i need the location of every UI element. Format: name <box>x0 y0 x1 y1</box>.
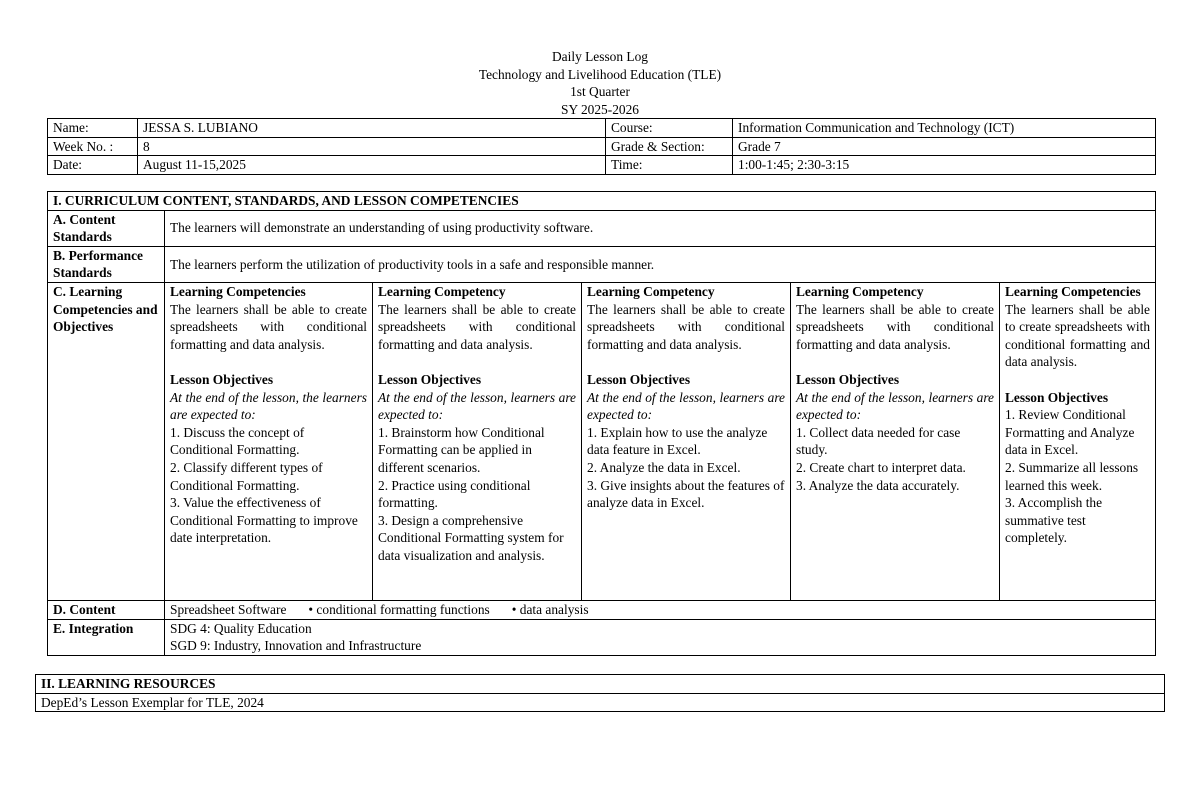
name-label: Name: <box>48 119 138 138</box>
day1-objective-3: 3. Value the effectiveness of Conditional Formatting to improve date interpretation. <box>170 495 358 546</box>
date-label: Date: <box>48 156 138 175</box>
day1-competency: The learners shall be able to create spreadsheets with conditional formatting and data analysis. <box>170 301 367 352</box>
curriculum-table <box>47 191 1156 656</box>
day2-objectives-heading: Lesson Objectives <box>378 371 482 387</box>
day1-cell <box>165 282 373 600</box>
name-value: JESSA S. LUBIANO <box>138 119 606 138</box>
day1-intro: At the end of the lesson, the learners are expected to: <box>170 389 367 423</box>
day1-objectives-heading: Lesson Objectives <box>170 371 274 387</box>
resources-row <box>36 693 1165 712</box>
day3-objective-2: 2. Analyze the data in Excel. <box>587 459 741 475</box>
resources-title-row <box>36 675 1165 694</box>
day2-objective-1: 1. Brainstorm how Conditional Formatting can be applied in different scenarios. <box>378 424 545 475</box>
competencies-row <box>48 282 1156 600</box>
day4-objective-3: 3. Analyze the data accurately. <box>796 477 960 493</box>
day3-heading: Learning Competency <box>587 283 715 299</box>
day4-objectives-heading: Lesson Objectives <box>796 371 900 387</box>
performance-standards-label: B. Performance Standards <box>48 246 165 282</box>
day2-competency: The learners shall be able to create spreadsheets with conditional formatting and data analysis. <box>378 301 576 352</box>
day4-objective-1: 1. Collect data needed for case study. <box>796 424 961 458</box>
document-header <box>0 48 1200 118</box>
header-title: Daily Lesson Log <box>552 49 648 64</box>
time-value: 1:00-1:45; 2:30-3:15 <box>733 156 1156 175</box>
info-row-name <box>48 119 1156 138</box>
day4-intro: At the end of the lesson, learners are expected to: <box>796 389 994 423</box>
day5-objective-2: 2. Summarize all lessons learned this week. <box>1005 459 1139 493</box>
day5-cell <box>1000 282 1156 600</box>
info-row-week <box>48 137 1156 156</box>
header-school-year: SY 2025-2026 <box>561 101 639 117</box>
content-bullet-2: • data analysis <box>511 601 589 617</box>
header-quarter: 1st Quarter <box>570 84 630 100</box>
day5-objectives-heading: Lesson Objectives <box>1005 389 1109 405</box>
day4-heading: Learning Competency <box>796 283 924 299</box>
grade-value: Grade 7 <box>733 137 1156 156</box>
content-main: Spreadsheet Software <box>170 601 287 617</box>
performance-standards-row <box>48 246 1156 282</box>
day4-competency: The learners shall be able to create spreadsheets with conditional formatting and data analysis. <box>796 301 994 352</box>
resources-section-title: II. LEARNING RESOURCES <box>36 675 1165 694</box>
header-subject: Technology and Livelihood Education (TLE) <box>478 66 722 82</box>
course-label: Course: <box>606 119 733 138</box>
day2-objective-3: 3. Design a comprehensive Conditional Formatting system for data visualization and analysis. <box>378 512 564 563</box>
day1-objective-1: 1. Discuss the concept of Conditional Formatting. <box>170 424 305 458</box>
day5-objective-3: 3. Accomplish the summative test completely. <box>1005 495 1103 546</box>
info-row-date <box>48 156 1156 175</box>
day3-objectives-heading: Lesson Objectives <box>587 371 691 387</box>
content-label: D. Content <box>48 600 165 619</box>
content-standards-row <box>48 210 1156 246</box>
day3-objective-3: 3. Give insights about the features of analyze data in Excel. <box>587 477 785 511</box>
day1-heading: Learning Competencies <box>170 283 306 299</box>
content-bullet-1: • conditional formatting functions <box>308 601 490 617</box>
integration-label: E. Integration <box>48 619 165 655</box>
curriculum-title-row <box>48 192 1156 211</box>
content-standards-text: The learners will demonstrate an understanding of using productivity software. <box>165 210 1156 246</box>
resources-table <box>35 674 1165 712</box>
integration-row <box>48 619 1156 655</box>
week-label: Week No. : <box>48 137 138 156</box>
content-row <box>48 600 1156 619</box>
day4-cell <box>791 282 1000 600</box>
curriculum-section-title: I. CURRICULUM CONTENT, STANDARDS, AND LESSON COMPETENCIES <box>48 192 1156 211</box>
competencies-label: C. Learning Competencies and Objectives <box>48 282 165 600</box>
integration-line-2: SGD 9: Industry, Innovation and Infrastructure <box>170 638 422 654</box>
day5-competency: The learners shall be able to create spreadsheets with conditional formatting and data analysis. <box>1005 301 1151 370</box>
day3-cell <box>582 282 791 600</box>
course-value: Information Communication and Technology (ICT) <box>733 119 1156 138</box>
performance-standards-text: The learners perform the utilization of productivity tools in a safe and responsible manner. <box>165 246 1156 282</box>
day2-cell <box>373 282 582 600</box>
resources-text: DepEd’s Lesson Exemplar for TLE, 2024 <box>36 693 1165 712</box>
date-value: August 11-15,2025 <box>138 156 606 175</box>
day3-objective-1: 1. Explain how to use the analyze data feature in Excel. <box>587 424 768 458</box>
grade-label: Grade & Section: <box>606 137 733 156</box>
day5-heading: Learning Competencies <box>1005 283 1141 299</box>
day2-intro: At the end of the lesson, learners are expected to: <box>378 389 576 423</box>
day2-heading: Learning Competency <box>378 283 506 299</box>
integration-line-1: SDG 4: Quality Education <box>170 620 312 636</box>
day2-objective-2: 2. Practice using conditional formatting. <box>378 477 531 511</box>
day1-objective-2: 2. Classify different types of Conditional Formatting. <box>170 459 323 493</box>
day3-intro: At the end of the lesson, learners are expected to: <box>587 389 785 423</box>
day3-competency: The learners shall be able to create spreadsheets with conditional formatting and data analysis. <box>587 301 785 352</box>
integration-value <box>165 619 1156 655</box>
time-label: Time: <box>606 156 733 175</box>
content-value <box>165 600 1156 619</box>
info-table <box>47 118 1156 175</box>
day4-objective-2: 2. Create chart to interpret data. <box>796 459 966 475</box>
day5-objective-1: 1. Review Conditional Formatting and Analyze data in Excel. <box>1005 407 1135 458</box>
week-value: 8 <box>138 137 606 156</box>
content-standards-label: A. Content Standards <box>48 210 165 246</box>
